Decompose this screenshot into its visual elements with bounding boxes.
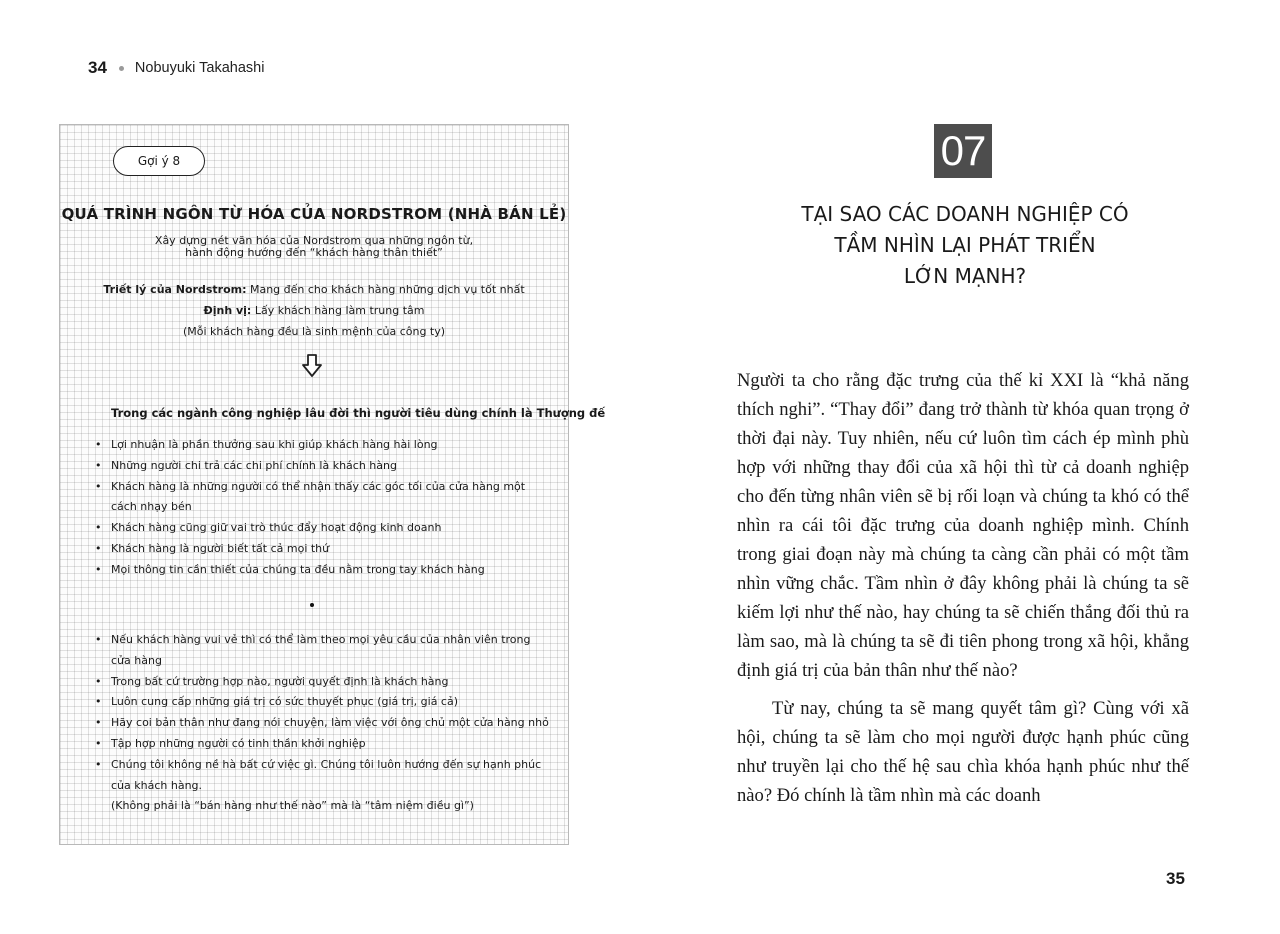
philosophy-line: [60, 283, 568, 296]
bullet-list-1: [95, 435, 525, 581]
list-item: • Khách hàng là những người có thể nhận thấy các góc tối của cửa hàng một cách nhạy bén: [95, 477, 525, 519]
list-item: • Chúng tôi không nề hà bất cứ việc gì. Chúng tôi luôn hướng đến sự hạnh phúc của khách hàng. (Không phải là “bán hàng như thế nào” mà là “tâm niệm điều gì”): [95, 755, 549, 817]
header-separator-dot: [119, 66, 124, 71]
customer-heading: Trong các ngành công nghiệp lâu đời thì người tiêu dùng chính là Thượng đế: [111, 406, 606, 420]
list-item: • Lợi nhuận là phần thưởng sau khi giúp khách hàng hài lòng: [95, 435, 525, 456]
positioning-text: Lấy khách hàng làm trung tâm: [251, 304, 425, 317]
positioning-note: (Mỗi khách hàng đều là sinh mệnh của công ty): [182, 325, 446, 338]
hint-label-bubble: Gợi ý 8: [113, 146, 205, 176]
body-paragraph-2: Từ nay, chúng ta sẽ mang quyết tâm gì? Cùng với xã hội, chúng ta sẽ làm cho mọi người được hạnh phúc cũng như truyền lại cho thế hệ sau chìa khóa hạnh phúc như thế nào? Đó chính là tầm nhìn mà các doanh: [737, 698, 1189, 806]
page-number-right: 35: [1166, 869, 1185, 888]
page-header-left: [88, 58, 264, 78]
chapter-title-line-3: LỚN MẠNH?: [903, 264, 1027, 288]
positioning-line: [60, 304, 568, 317]
bullet-list-2: [95, 630, 549, 817]
separator-dot: [310, 603, 314, 607]
figure-subtitle: [60, 235, 568, 259]
list-item: • Hãy coi bản thân như đang nói chuyện, làm việc với ông chủ một cửa hàng nhỏ: [95, 713, 549, 734]
chapter-title-line-2: TẦM NHÌN LẠI PHÁT TRIỂN: [834, 233, 1096, 257]
body-text: [737, 366, 1189, 810]
chapter-title: [740, 199, 1190, 292]
philosophy-text: Mang đến cho khách hàng những dịch vụ tốt nhất: [246, 283, 525, 296]
list-item: • Khách hàng là người biết tất cả mọi thứ: [95, 539, 525, 560]
chapter-number-badge: 07: [934, 124, 992, 178]
list-item: • Luôn cung cấp những giá trị có sức thuyết phục (giá trị, giá cả): [95, 692, 549, 713]
list-item: • Khách hàng cũng giữ vai trò thúc đẩy hoạt động kinh doanh: [95, 518, 525, 539]
positioning-label: Định vị:: [203, 304, 252, 317]
figure-subtitle-line-2: hành động hướng đến “khách hàng thân thiết”: [185, 246, 443, 259]
down-arrow-icon: [301, 353, 323, 379]
list-item: • Trong bất cứ trường hợp nào, người quyết định là khách hàng: [95, 672, 549, 693]
hint-figure-grid: [59, 124, 606, 845]
page-number-left: 34: [88, 58, 107, 77]
list-item: • Mọi thông tin cần thiết của chúng ta đều nằm trong tay khách hàng: [95, 560, 525, 581]
list-item: • Nếu khách hàng vui vẻ thì có thể làm theo mọi yêu cầu của nhân viên trong cửa hàng: [95, 630, 549, 672]
list-item: • Tập hợp những người có tinh thần khởi nghiệp: [95, 734, 549, 755]
figure-title: QUÁ TRÌNH NGÔN TỪ HÓA CỦA NORDSTROM (NHÀ BÁN LẺ): [61, 205, 567, 223]
body-paragraph-1: Người ta cho rằng đặc trưng của thế kỉ XXI là “khả năng thích nghi”. “Thay đổi” đang trở thành từ khóa quan trọng ở thời đại này. Tuy nhiên, nếu cứ luôn tìm cách ép mình phù hợp với những thay đổi của xã hội thì từ cả doanh nghiệp cho đến từng nhân viên sẽ bị rối loạn và chúng ta khó có thể nhìn ra cái tôi đặc trưng của doanh nghiệp mình. Chính trong giai đoạn này mà chúng ta càng cần phải có một tầm nhìn vững chắc. Tầm nhìn ở đây không phải là chúng ta sẽ kiếm lợi như thế nào, hay chúng ta sẽ chiến thắng đối thủ ra làm sao, mà là chúng ta sẽ đi tiên phong trong xã hội, khẳng định giá trị của bản thân như thế nào?: [737, 370, 1189, 681]
philosophy-label: Triết lý của Nordstrom:: [103, 283, 247, 296]
chapter-title-line-1: TẠI SAO CÁC DOANH NGHIỆP CÓ: [801, 202, 1129, 226]
figure-subtitle-line-1: Xây dựng nét văn hóa của Nordstrom qua những ngôn từ,: [154, 234, 474, 247]
author-name: Nobuyuki Takahashi: [134, 60, 265, 76]
list-item: • Những người chi trả các chi phí chính là khách hàng: [95, 456, 525, 477]
